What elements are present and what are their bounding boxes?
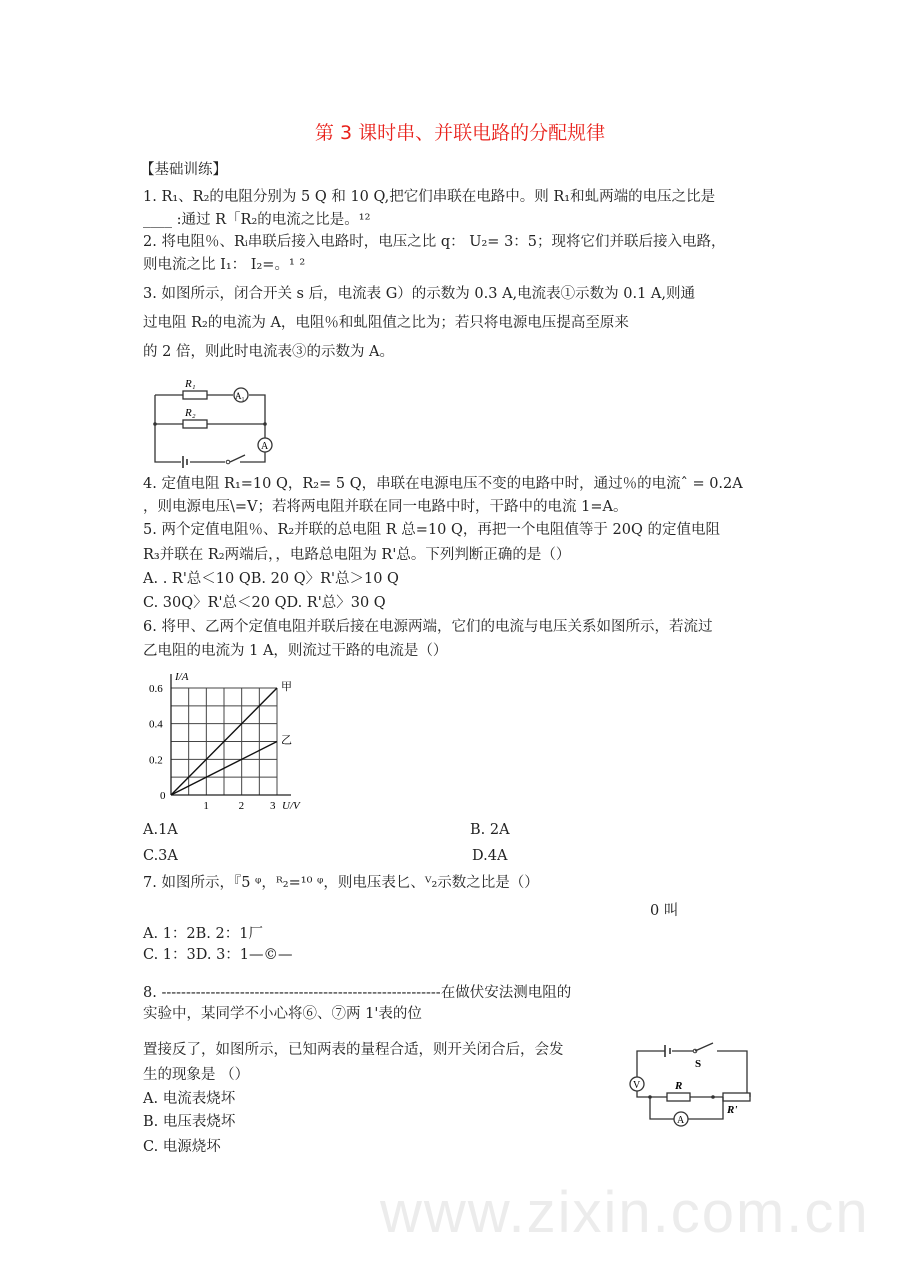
origin-label: 0 <box>160 790 166 802</box>
q5-line: R₃并联在 R₂两端后，，电路总电阻为 R'总。下列判断正确的是（） <box>143 547 571 563</box>
q3-line: 的 2 倍，则此时电流表③的示数为 A。 <box>143 344 395 360</box>
switch-label: S <box>695 1058 702 1070</box>
q8-option-a: A. 电流表烧坏 <box>143 1091 236 1107</box>
q8-line: 实验中，某同学不小心将⑥、⑦两 1'表的位 <box>143 1006 422 1022</box>
y-tick-label: 0.6 <box>149 683 163 695</box>
series-label-0: 甲 <box>281 681 292 693</box>
q8-line: 生的现象是 （） <box>143 1067 250 1083</box>
q1-line: 1. R₁、R₂的电阻分别为 5 Q 和 10 Q,把它们串联在电路中。则 R₁和虬两端的电压之比是 <box>143 189 716 205</box>
watermark: www.zixin.com.cn <box>380 1180 870 1245</box>
r2-label: R₂ <box>185 407 196 419</box>
q6-option-d: D.4A <box>472 848 508 864</box>
series-label-1: 乙 <box>281 734 292 747</box>
x-tick-label: 3 <box>270 800 276 812</box>
page-title: 第 3 课时串、并联电路的分配规律 <box>314 122 606 144</box>
q6-option-c: C.3A <box>143 848 178 864</box>
x-axis-label: U/V <box>282 800 300 812</box>
q3-line: 过电阻 R₂的电流为 A，电阻％和虬阻值之比为；若只将电源电压提高至原来 <box>143 315 629 331</box>
rprime-label: R' <box>727 1104 738 1116</box>
q8-line: 8. ---------------------------------------------------------在做伏安法测电阻的 <box>143 985 572 1001</box>
section-heading: 【基础训练】 <box>140 162 227 178</box>
circuit-diagram-q8 <box>625 1035 760 1135</box>
r1-label: R₁ <box>185 378 196 390</box>
voltmeter-label: V <box>633 1080 641 1091</box>
q7-option-ab: A. 1：2B. 2：1厂 <box>143 926 263 942</box>
ammeter-a1-label: A₁ <box>235 391 245 401</box>
ammeter-a-label: A <box>261 441 269 452</box>
q5-option-ab: A. . R'总＜10 QB. 20 Q〉R'总＞10 Q <box>143 571 399 587</box>
r-label: R <box>675 1080 683 1092</box>
q8-line: 置接反了，如图所示，已知两表的量程合适，则开关闭合后，会发 <box>143 1042 564 1058</box>
ammeter-label: A <box>677 1115 685 1126</box>
q5-line: 5. 两个定值电阻％、R₂并联的总电阻 R 总=10 Q，再把一个电阻值等于 20Q 的定值电阻 <box>143 522 720 538</box>
y-axis-label: I/A <box>175 671 189 683</box>
q6-option-a: A.1A <box>143 822 178 838</box>
q4-line: ，则电源电压\=V；若将两电阻并联在同一电路中时，干路中的电流 1=A。 <box>143 499 628 515</box>
x-tick-label: 2 <box>238 800 245 812</box>
q7-line: 7. 如图所示，『5 ᵠ，ᴿ₂=¹⁰ ᵠ，则电压表匕、ⱽ₂示数之比是（） <box>143 875 539 891</box>
q6-line: 6. 将甲、乙两个定值电阻并联后接在电源两端，它们的电流与电压关系如图所示，若流过 <box>143 619 713 635</box>
q8-option-c: C. 电源烧坏 <box>143 1139 221 1155</box>
q8-option-b: B. 电压表烧坏 <box>143 1114 236 1130</box>
q2-line: 则电流之比 I₁： I₂=。¹ ² <box>143 257 306 273</box>
iu-chart <box>140 668 330 818</box>
q4-line: 4. 定值电阻 R₁=10 Q，R₂= 5 Q，串联在电源电压不变的电路中时，通过％的电流ˆ = 0.2A <box>143 476 743 492</box>
q7-figure-fragment: 0 叫 <box>650 903 679 919</box>
q1-line: ____ :通过 R「R₂的电流之比是。¹² <box>143 212 371 228</box>
y-tick-label: 0.2 <box>149 754 163 767</box>
x-tick-label: 1 <box>203 800 209 812</box>
q5-option-cd: C. 30Q〉R'总＜20 QD. R'总〉30 Q <box>143 595 386 611</box>
q6-option-b: B. 2A <box>470 822 510 838</box>
q6-line: 乙电阻的电流为 1 A，则流过干路的电流是（） <box>143 643 448 659</box>
y-tick-label: 0.4 <box>149 718 163 731</box>
q7-option-cd: C. 1：3D. 3：1—©— <box>143 947 293 963</box>
q2-line: 2. 将电阻％、Rᵢ串联后接入电路时，电压之比 q： U₂= 3：5；现将它们并联后接入电路， <box>143 234 726 250</box>
circuit-diagram-q3 <box>145 375 280 470</box>
q3-line: 3. 如图所示，闭合开关 s 后，电流表 G）的示数为 0.3 A,电流表①示数为 0.1 A,则通 <box>143 286 696 302</box>
